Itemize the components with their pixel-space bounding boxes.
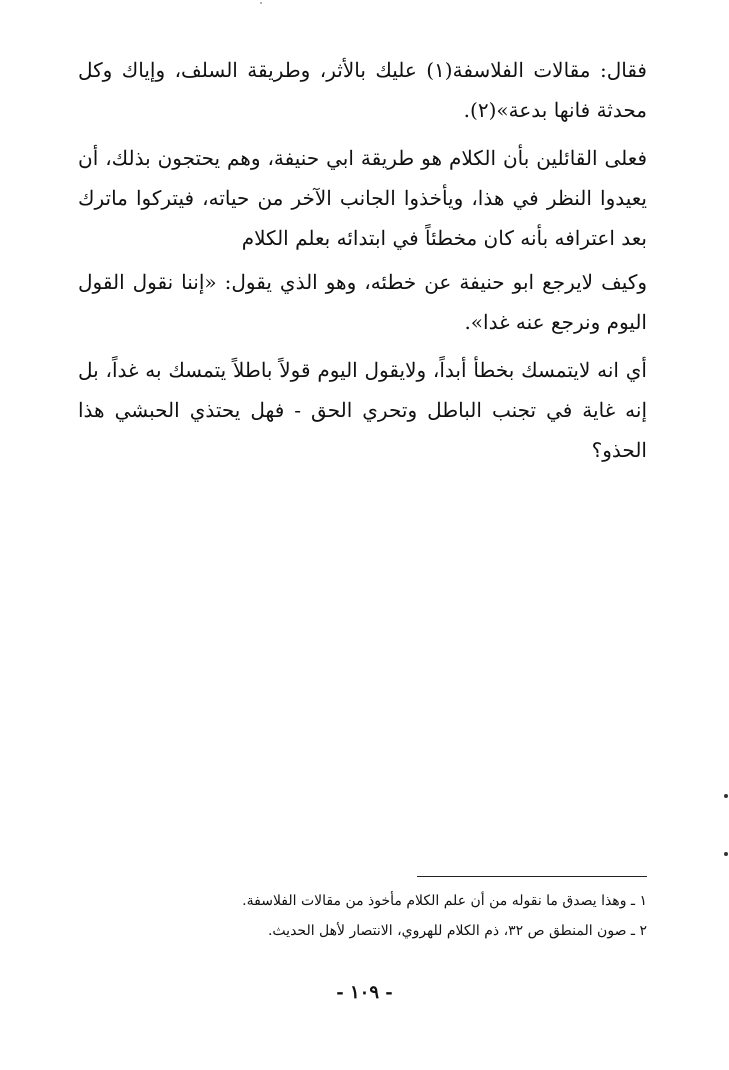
- paragraph-2: فعلى القائلين بأن الكلام هو طريقة ابي حنيفة، وهم يحتجون بذلك، أن يعيدوا النظر في هذا، ويأخذوا الجانب الآخر من حياته، فيتركوا ماترك بعد اعترافه بأنه كان مخطئاً في ابتدائه بعلم الكلام: [78, 146, 647, 250]
- scan-speck: [724, 852, 728, 856]
- scan-speck: [724, 794, 728, 798]
- scan-speck: [260, 2, 262, 4]
- body-text-block: [78, 262, 647, 342]
- paragraph-1: فقال: مقالات الفلاسفة(١) عليك بالأثر، وطريقة السلف، وإياك وكل محدثة فانها بدعة»(٢).: [78, 58, 647, 122]
- body-text-block: [78, 350, 647, 470]
- paragraph-3: وكيف لايرجع ابو حنيفة عن خطئه، وهو الذي يقول: «إننا نقول القول اليوم ونرجع عنه غدا».: [78, 270, 647, 334]
- page-number: - ١٠٩ -: [336, 982, 393, 1003]
- body-text-block: [78, 50, 647, 130]
- footnotes-section: [78, 886, 647, 946]
- footnote-divider: [417, 876, 647, 877]
- footnote-2: ٢ ـ صون المنطق ص ٣٢، ذم الكلام للهروي، الانتصار لأهل الحديث.: [267, 923, 647, 939]
- paragraph-4: أي انه لايتمسك بخطأ أبداً، ولايقول اليوم قولاً باطلاً يتمسك به غداً، بل إنه غاية في تجنب الباطل وتحري الحق - فهل يحتذي الحبشي هذا الحذو؟: [78, 358, 647, 462]
- body-text-block: [78, 138, 647, 258]
- footnote-1: ١ ـ وهذا يصدق ما نقوله من أن علم الكلام مأخوذ من مقالات الفلاسفة.: [242, 893, 647, 909]
